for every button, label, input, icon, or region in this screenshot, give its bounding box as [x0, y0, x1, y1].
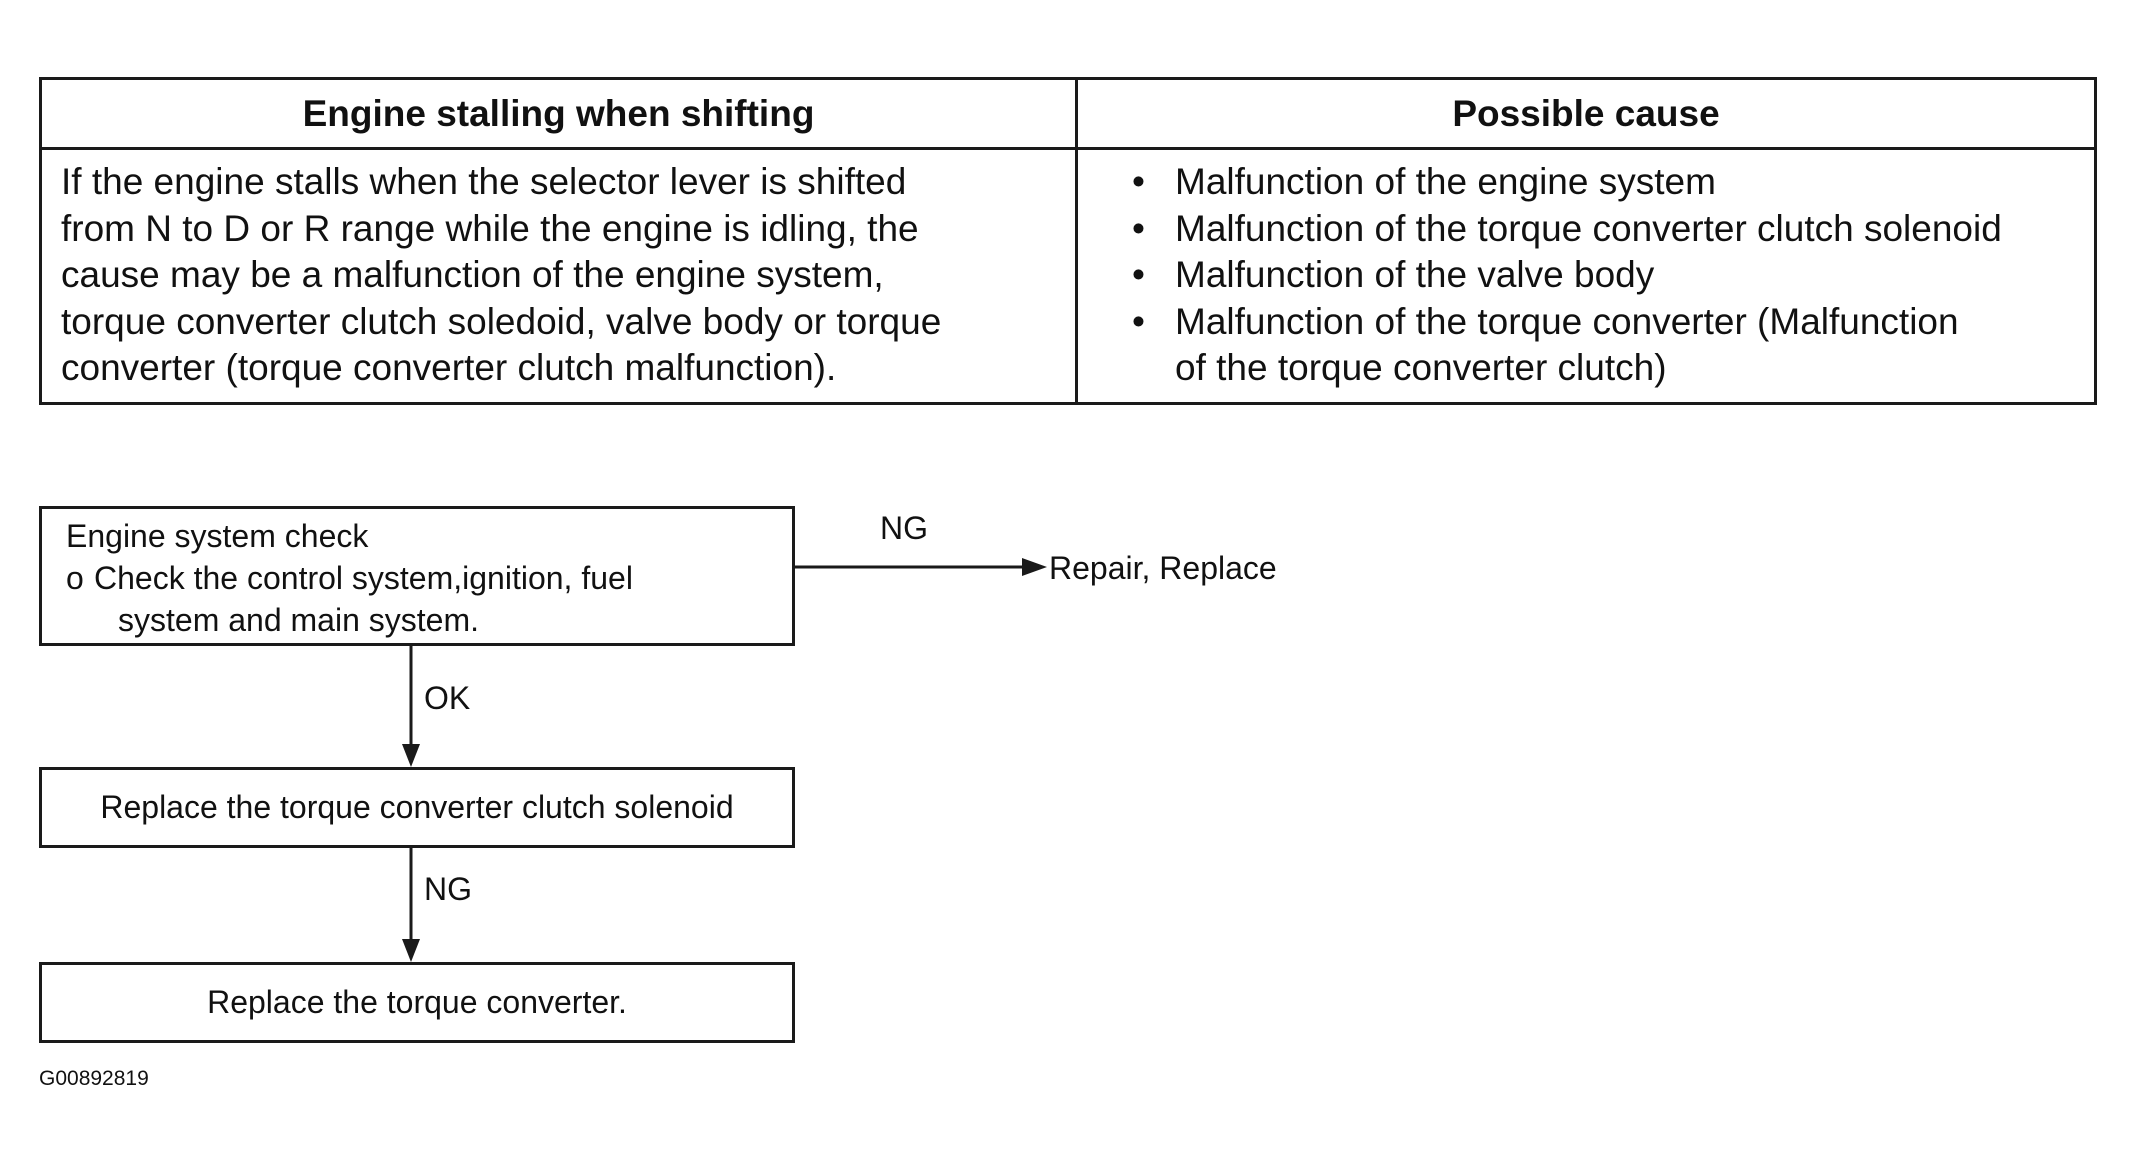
ng-label-mid: NG: [424, 871, 472, 907]
cause-text: Malfunction of the torque converter (Malfunction: [1175, 300, 1959, 342]
check-box-line1: [66, 557, 792, 599]
engine-system-check-box: [39, 506, 795, 646]
symptom-line: cause may be a malfunction of the engine system,: [61, 254, 884, 295]
figure-code: G00892819: [39, 1067, 149, 1090]
symptom-line: torque converter clutch soledoid, valve body or torque: [61, 300, 942, 342]
arrow-ng-right: [795, 558, 1047, 576]
bullet-icon: •: [1132, 254, 1145, 295]
cause-list: [1132, 159, 2084, 392]
symptom-line: If the engine stalls when the selector lever is shifted: [61, 161, 907, 202]
cause-item: [1132, 252, 2084, 299]
cause-text: Malfunction of the torque converter clutch solenoid: [1175, 207, 2002, 249]
check-box-line2: system and main system.: [118, 602, 479, 638]
replace-solenoid-text: Replace the torque converter clutch solenoid: [100, 789, 734, 825]
replace-solenoid-box: [39, 767, 795, 848]
cause-item: [1132, 206, 2084, 253]
cause-text: Malfunction of the engine system: [1175, 161, 1716, 202]
bullet-icon: •: [1132, 161, 1145, 202]
ng-label-top: NG: [880, 510, 928, 546]
arrow-ng-down: [402, 848, 420, 962]
bullet-icon: •: [1132, 300, 1145, 342]
circle-bullet-icon: o: [66, 560, 84, 596]
arrow-ok-down: [402, 646, 420, 767]
repair-replace-label: Repair, Replace: [1049, 550, 1277, 586]
cause-text: Malfunction of the valve body: [1175, 254, 1655, 295]
check-box-title: Engine system check: [66, 518, 369, 554]
symptom-header: Engine stalling when shifting: [42, 80, 1078, 150]
bullet-icon: •: [1132, 207, 1145, 249]
symptom-line: from N to D or R range while the engine is idling, the: [61, 207, 919, 249]
ok-label: OK: [424, 680, 471, 716]
symptom-line: converter (torque converter clutch malfunction).: [61, 347, 837, 388]
cause-header: Possible cause: [1078, 80, 2094, 150]
symptom-table: [39, 77, 2097, 405]
cause-item: [1132, 159, 2084, 206]
cause-text-continued: of the torque converter clutch): [1175, 347, 1667, 388]
cause-item: [1132, 299, 2084, 392]
replace-converter-text: Replace the torque converter.: [207, 984, 627, 1020]
replace-converter-box: [39, 962, 795, 1043]
check-box-line1-text: Check the control system,ignition, fuel: [94, 560, 633, 596]
symptom-description: [42, 150, 1078, 402]
cause-cell: [1078, 150, 2094, 402]
